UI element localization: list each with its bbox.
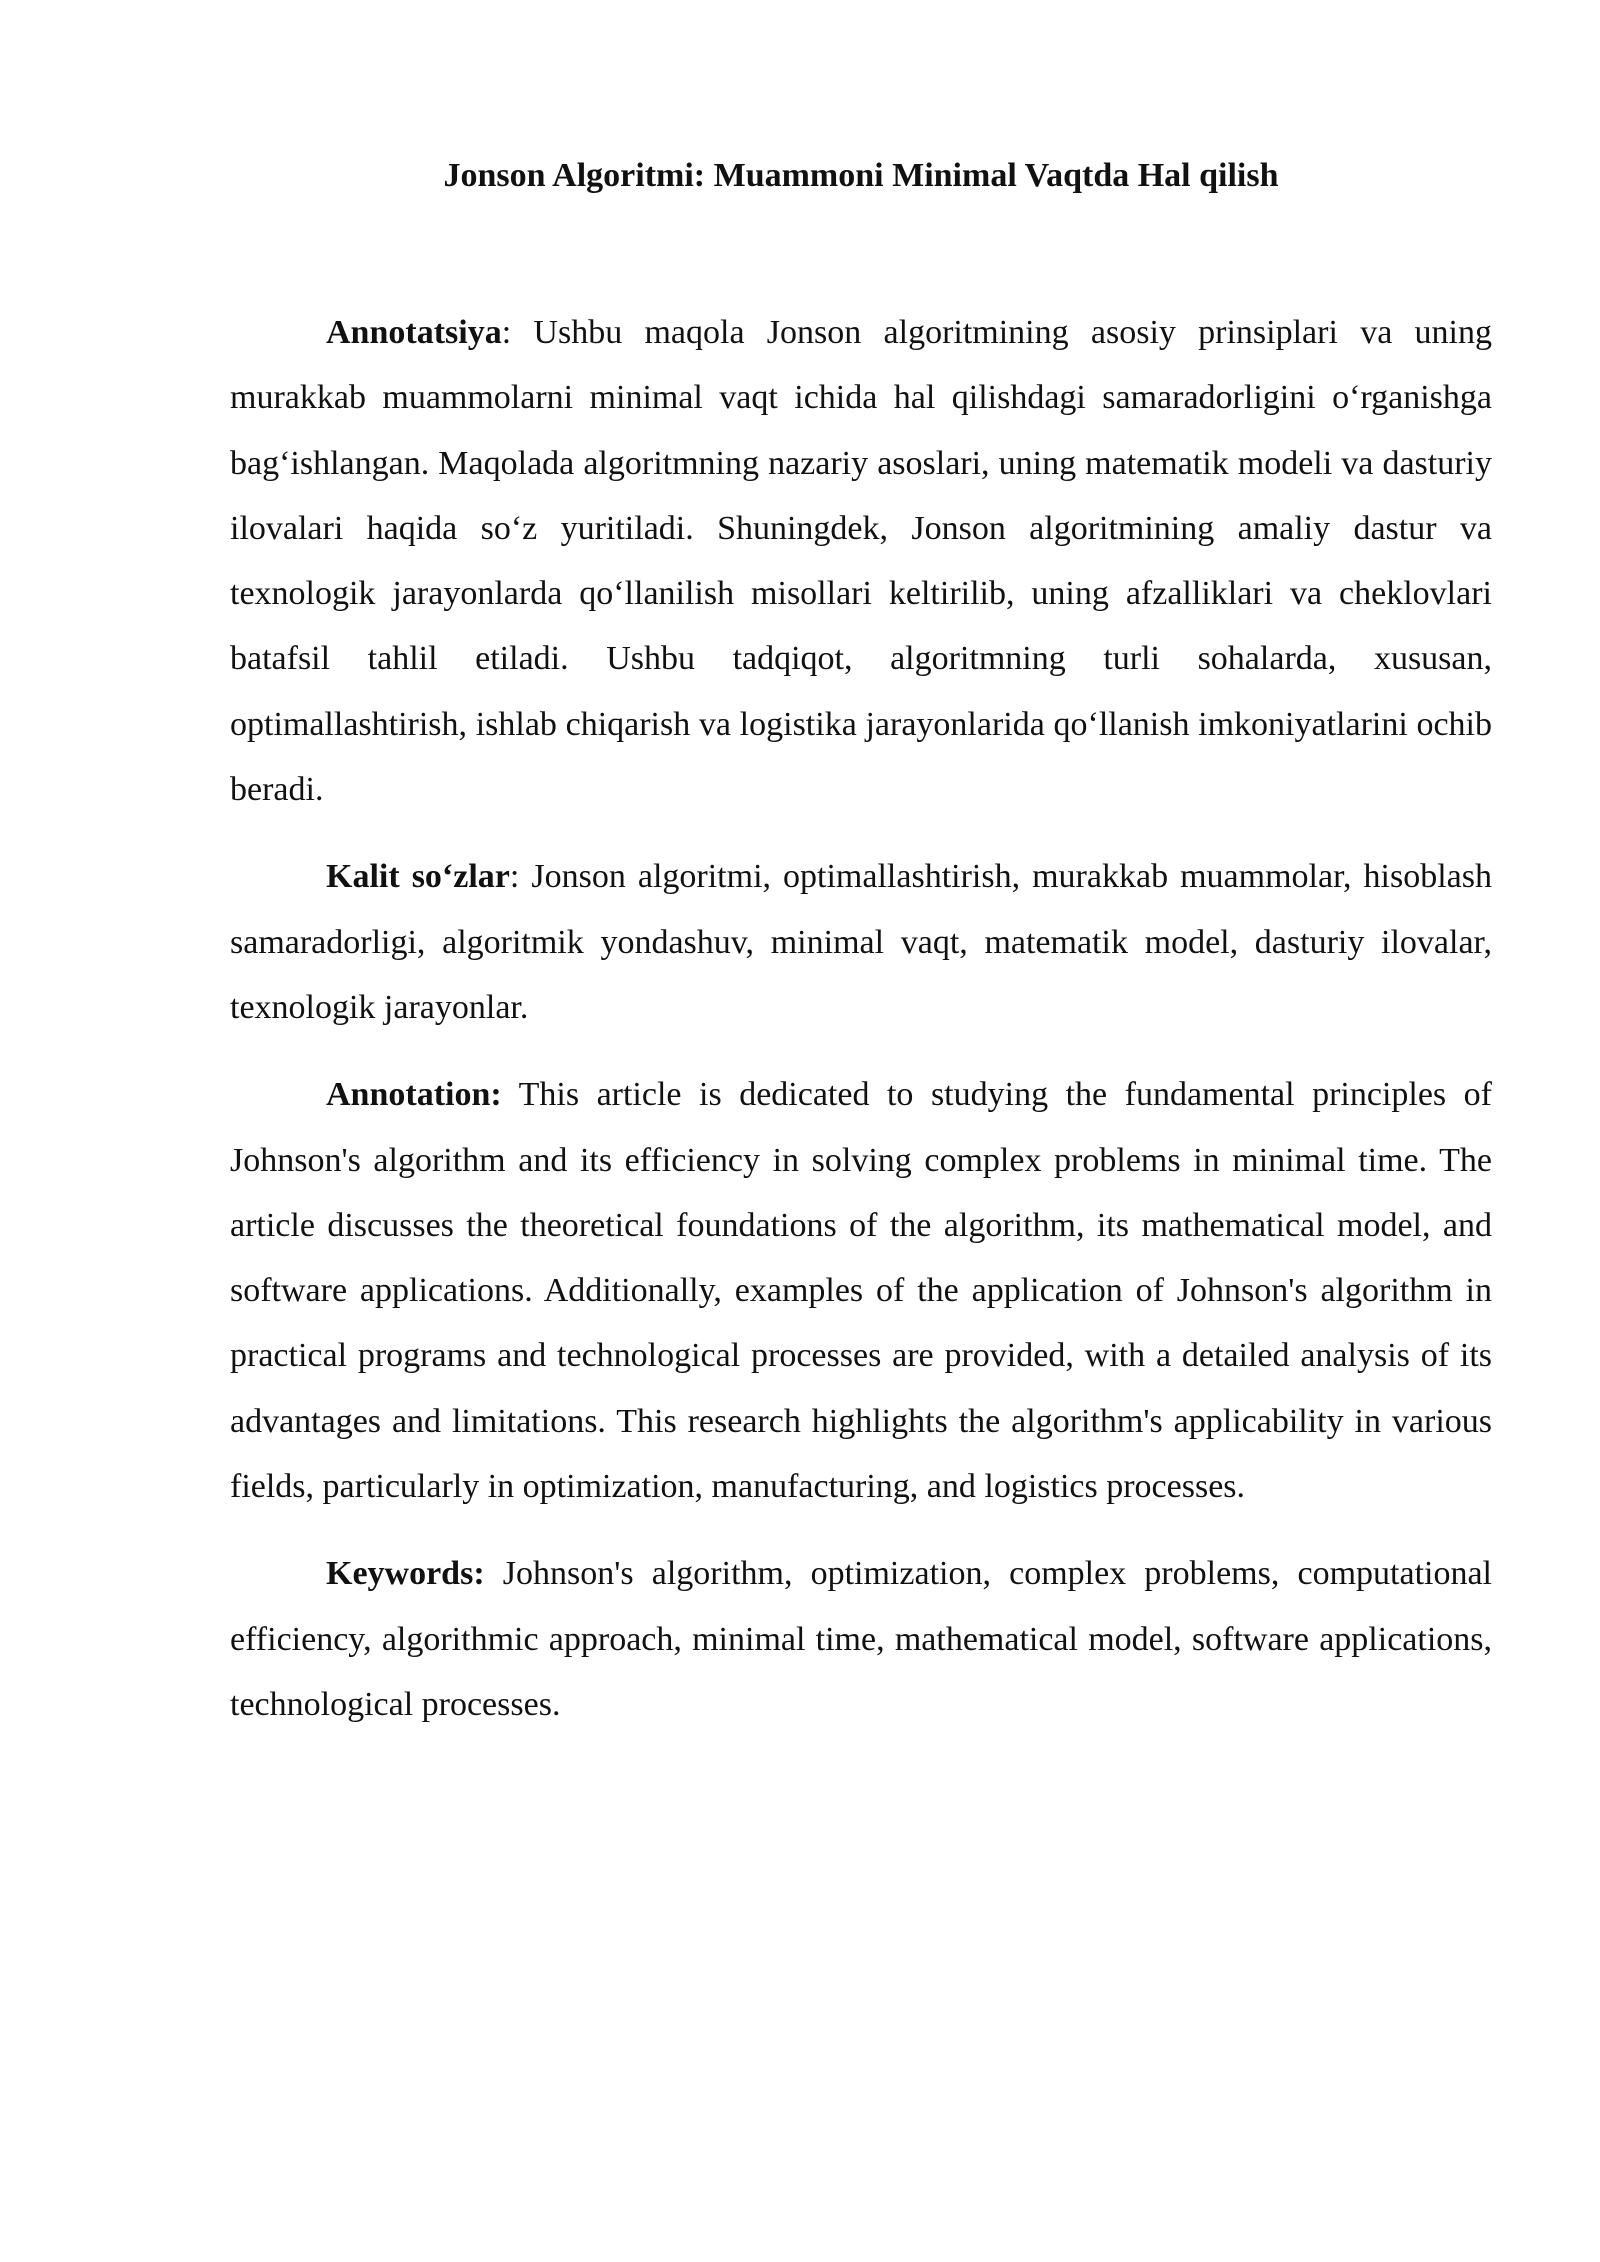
page [230,150,1492,1759]
kalit-sozlar-label: Kalit so‘zlar [326,858,510,896]
annotatsiya-label: Annotatsiya [326,314,502,351]
annotation-label: Annotation: [326,1076,502,1114]
annotatsiya-text: : Ushbu maqola Jonson algoritmining asosiy prinsiplari va uning murakkab muammolarni minimal vaqt ichida hal qilishdagi samaradorligini o‘rganishga bag‘ishlangan. Maqolada algoritmning nazariy asoslari, uning matematik modeli va dasturiy ilovalari haqida so‘z yuritiladi. Shuningdek, Jonson algoritmining amaliy dastur va texnologik jarayonlarda qo‘llanilish misollari keltirilib, uning afzalliklari va cheklovlari batafsil tahlil etiladi. Ushbu tadqiqot, algoritmning turli sohalarda, xususan, optimallashtirish, ishlab chiqarish va logistika jarayonlarida qo‘llanish imkoniyatlarini ochib beradi. [230,314,1492,809]
kalit-sozlar-text: : Jonson algoritmi, optimallashtirish, murakkab muammolar, hisoblash samaradorligi, algoritmik yondashuv, minimal vaqt, matematik model, dasturiy ilovalar, texnologik jarayonlar. [230,858,1493,1026]
paper-title: Jonson Algoritmi: Muammoni Minimal Vaqtda Hal qilish [443,157,1279,194]
kalit-sozlar-paragraph [230,844,1492,1040]
annotatsiya-paragraph [230,300,1492,822]
keywords-paragraph [230,1541,1492,1737]
annotation-paragraph [230,1062,1492,1519]
keywords-text: Johnson's algorithm, optimization, complex problems, computational efficiency, algorithmic approach, minimal time, mathematical model, software applications, technological processes. [230,1555,1492,1723]
keywords-label: Keywords: [326,1555,485,1593]
annotation-text: This article is dedicated to studying the fundamental principles of Johnson's algorithm and its efficiency in solving complex problems in minimal time. The article discusses the theoretical foundations of the algorithm, its mathematical model, and software applications. Additionally, examples of the application of Johnson's algorithm in practical programs and technological processes are provided, with a detailed analysis of its advantages and limitations. This research highlights the algorithm's applicability in various fields, particularly in optimization, manufacturing, and logistics processes. [230,1076,1492,1506]
